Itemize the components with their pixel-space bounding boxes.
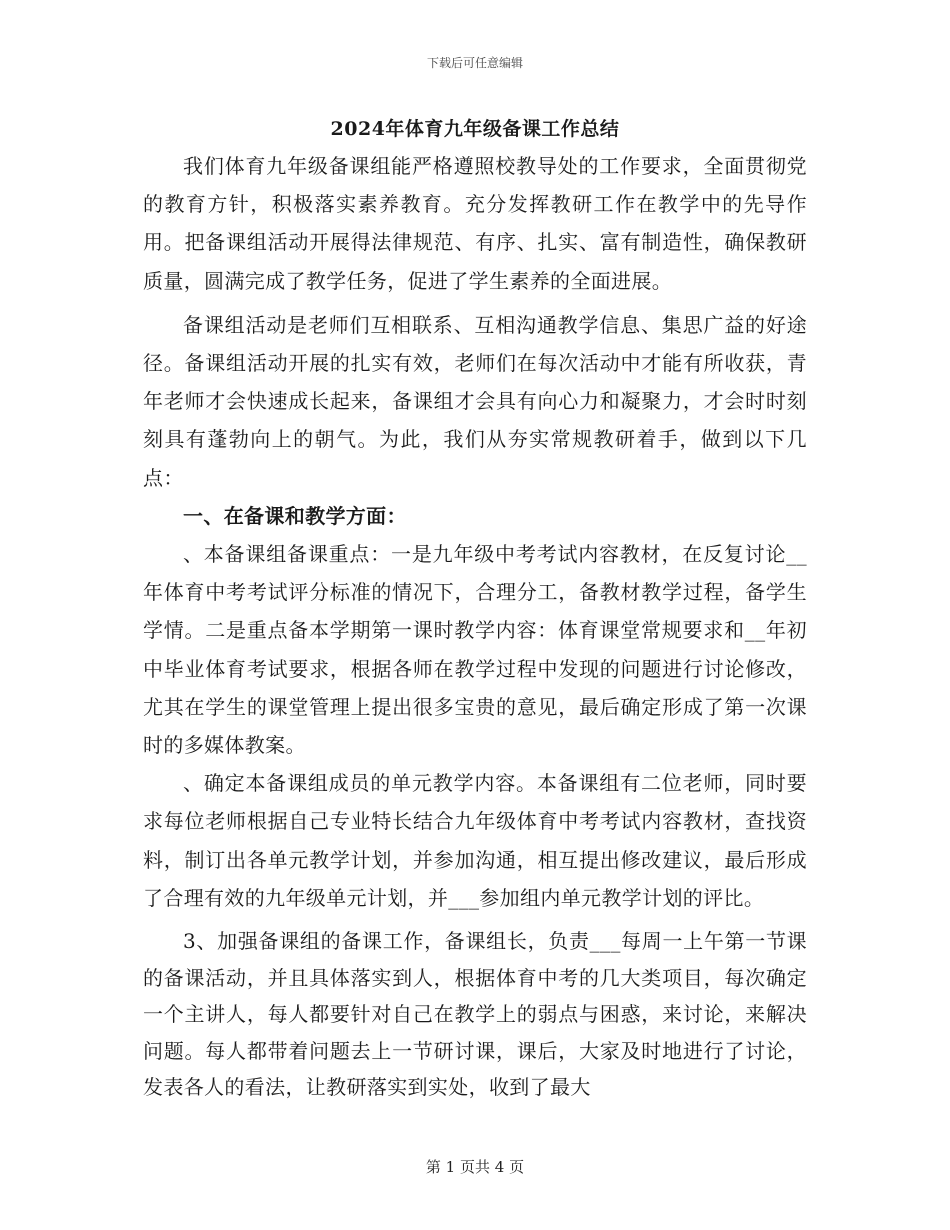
paragraph-point-1: 、本备课组备课重点：一是九年级中考考试内容教材，在反复讨论__年体育中考考试评分标准的情况下，合理分工，备教材教学过程，备学生学情。二是重点备本学期第一课时教学内容：体育课堂常规要求和__年初中毕业体育考试要求，根据各师在教学过程中发现的问题进行讨论修改，尤其在学生的课堂管理上提出很多宝贵的意见，最后确定形成了第一次课时的多媒体教案。 [143,542,807,758]
page-number: 第 1 页共 4 页 [425,1158,525,1176]
paragraph-activity: 备课组活动是老师们互相联系、互相沟通教学信息、集思广益的好途径。备课组活动开展的扎实有效，老师们在每次活动中才能有所收获，青年老师才会快速成长起来，备课组才会具有向心力和凝聚力，才会时时刻刻具有蓬勃向上的朝气。为此，我们从夯实常规教研着手，做到以下几点： [143,312,807,490]
page-title: 2024年体育九年级备课工作总结 [330,118,620,140]
document-body [143,147,807,1106]
section-heading: 一、在备课和教学方面： [183,503,407,528]
paragraph-point-2: 、确定本备课组成员的单元教学内容。本备课组有二位老师，同时要求每位老师根据自己专业特长结合九年级体育中考考试内容教材，查找资料，制订出各单元教学计划，并参加沟通，相互提出修改建议，最后形成了合理有效的九年级单元计划，并___参加组内单元教学计划的评比。 [143,771,807,910]
paragraph-intro: 我们体育九年级备课组能严格遵照校教导处的工作要求，全面贯彻党的教育方针，积极落实素养教育。充分发挥教研工作在教学中的先导作用。把备课组活动开展得法律规范、有序、扎实、富有制造性，确保教研质量，圆满完成了教学任务，促进了学生素养的全面进展。 [143,154,807,293]
header-note: 下载后可任意编辑 [426,56,523,70]
paragraph-point-3: 3、加强备课组的备课工作，备课组长，负责___每周一上午第一节课的备课活动，并且具体落实到人，根据体育中考的几大类项目，每次确定一个主讲人，每人都要针对自己在教学上的弱点与困惑，来讨论，来解决问题。每人都带着问题去上一节研讨课，课后，大家及时地进行了讨论，发表各人的看法，让教研落实到实处，收到了最大 [143,929,807,1100]
